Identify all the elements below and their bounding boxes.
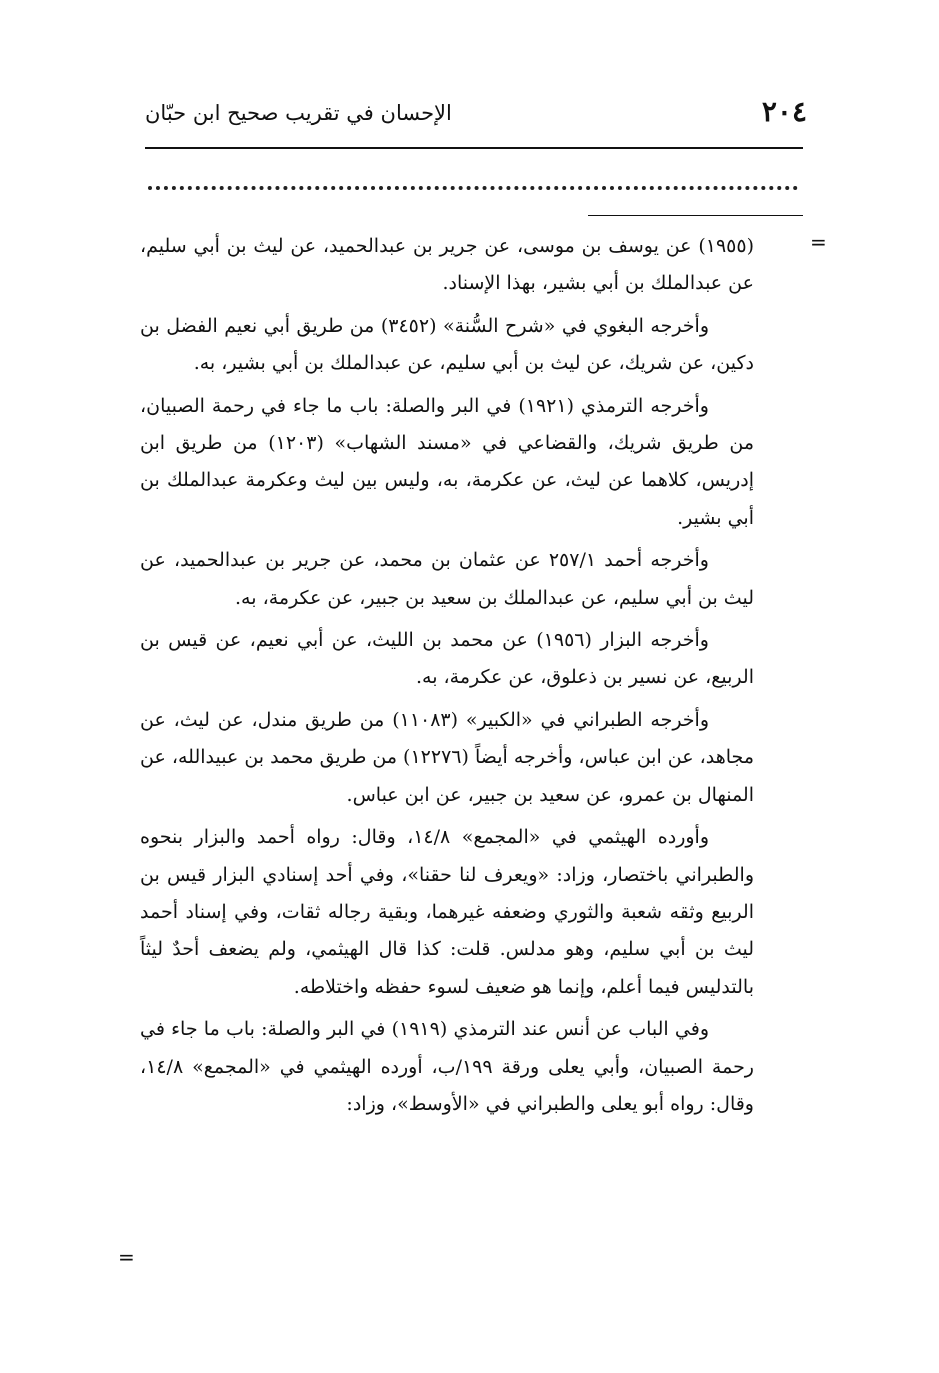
continuation-mark-bottom: = [118, 1245, 135, 1269]
footnote-paragraph: وأخرجه البغوي في «شرح السُّنة» (٣٤٥٢) من طريق أبي نعيم الفضل بن دكين، عن شريك، عن ليث بن أبي سليم، عن عبدالملك بن أبي بشير، به. [140, 314, 754, 375]
header-rule [145, 147, 803, 149]
continuation-mark-top: = [810, 230, 827, 254]
page-header [145, 88, 807, 140]
page-number: ٢٠٤ [761, 95, 807, 128]
footnote-rule [588, 215, 803, 216]
footnote-paragraph: (١٩٥٥) عن يوسف بن موسى، عن جرير بن عبدالحميد، عن ليث بن أبي سليم، عن عبدالملك بن أبي بشير، بهذا الإسناد. [140, 235, 754, 295]
footnote-body [140, 228, 754, 1128]
footnote-paragraph: وأخرجه البزار (١٩٥٦) عن محمد بن الليث، عن أبي نعيم، عن قيس بن الربيع، عن نسير بن ذعلوق، عن عكرمة، به. [140, 629, 754, 689]
footnote-paragraph: وأخرجه الطبراني في «الكبير» (١١٠٨٣) من طريق مندل، عن ليث، عن مجاهد، عن ابن عباس، وأخرجه أيضاً (١٢٢٧٦) من طريق محمد بن عبيدالله، عن المنهال بن عمرو، عن سعيد بن جبير، عن ابن عباس. [140, 708, 754, 806]
dotted-separator [148, 186, 798, 190]
footnote-paragraph: وفي الباب عن أنس عند الترمذي (١٩١٩) في البر والصلة: باب ما جاء في رحمة الصبيان، وأبي يعلى ورقة ١٩٩/ب، أورده الهيثمي في «المجمع» ١٤/٨، وقال: رواه أبو يعلى والطبراني في «الأوسط»، وزاد: [140, 1018, 754, 1115]
running-title: الإحسان في تقريب صحيح ابن حبّان [145, 101, 452, 125]
footnote-paragraph: وأخرجه الترمذي (١٩٢١) في البر والصلة: باب ما جاء في رحمة الصبيان، من طريق شريك، والقضاعي في «مسند الشهاب» (١٢٠٣) من طريق ابن إدريس، كلاهما عن ليث، عن عكرمة، به، وليس بين ليث وعكرمة عبدالملك بن أبي بشير. [140, 394, 754, 529]
footnote-paragraph: وأخرجه أحمد ٢٥٧/١ عن عثمان بن محمد، عن جرير بن عبدالحميد، عن ليث بن أبي سليم، عن عبدالملك بن سعيد بن جبير، عن عكرمة، به. [140, 549, 754, 609]
footnote-paragraph: وأورده الهيثمي في «المجمع» ١٤/٨، وقال: رواه أحمد والبزار بنحوه والطبراني باختصار، وزاد: «ويعرف لنا حقنا»، وفي أحد إسنادي البزار قيس بن الربيع وثقه شعبة والثوري وضعفه غيرهما، وبقية رجاله ثقات، وفي إسناد أحمد ليث بن أبي سليم، وهو مدلس. قلت: كذا قال الهيثمي، ولم يضعف أحدٌ ليثاً بالتدليس فيما أعلم، وإنما هو ضعيف لسوء حفظه واختلاطه. [140, 826, 754, 998]
